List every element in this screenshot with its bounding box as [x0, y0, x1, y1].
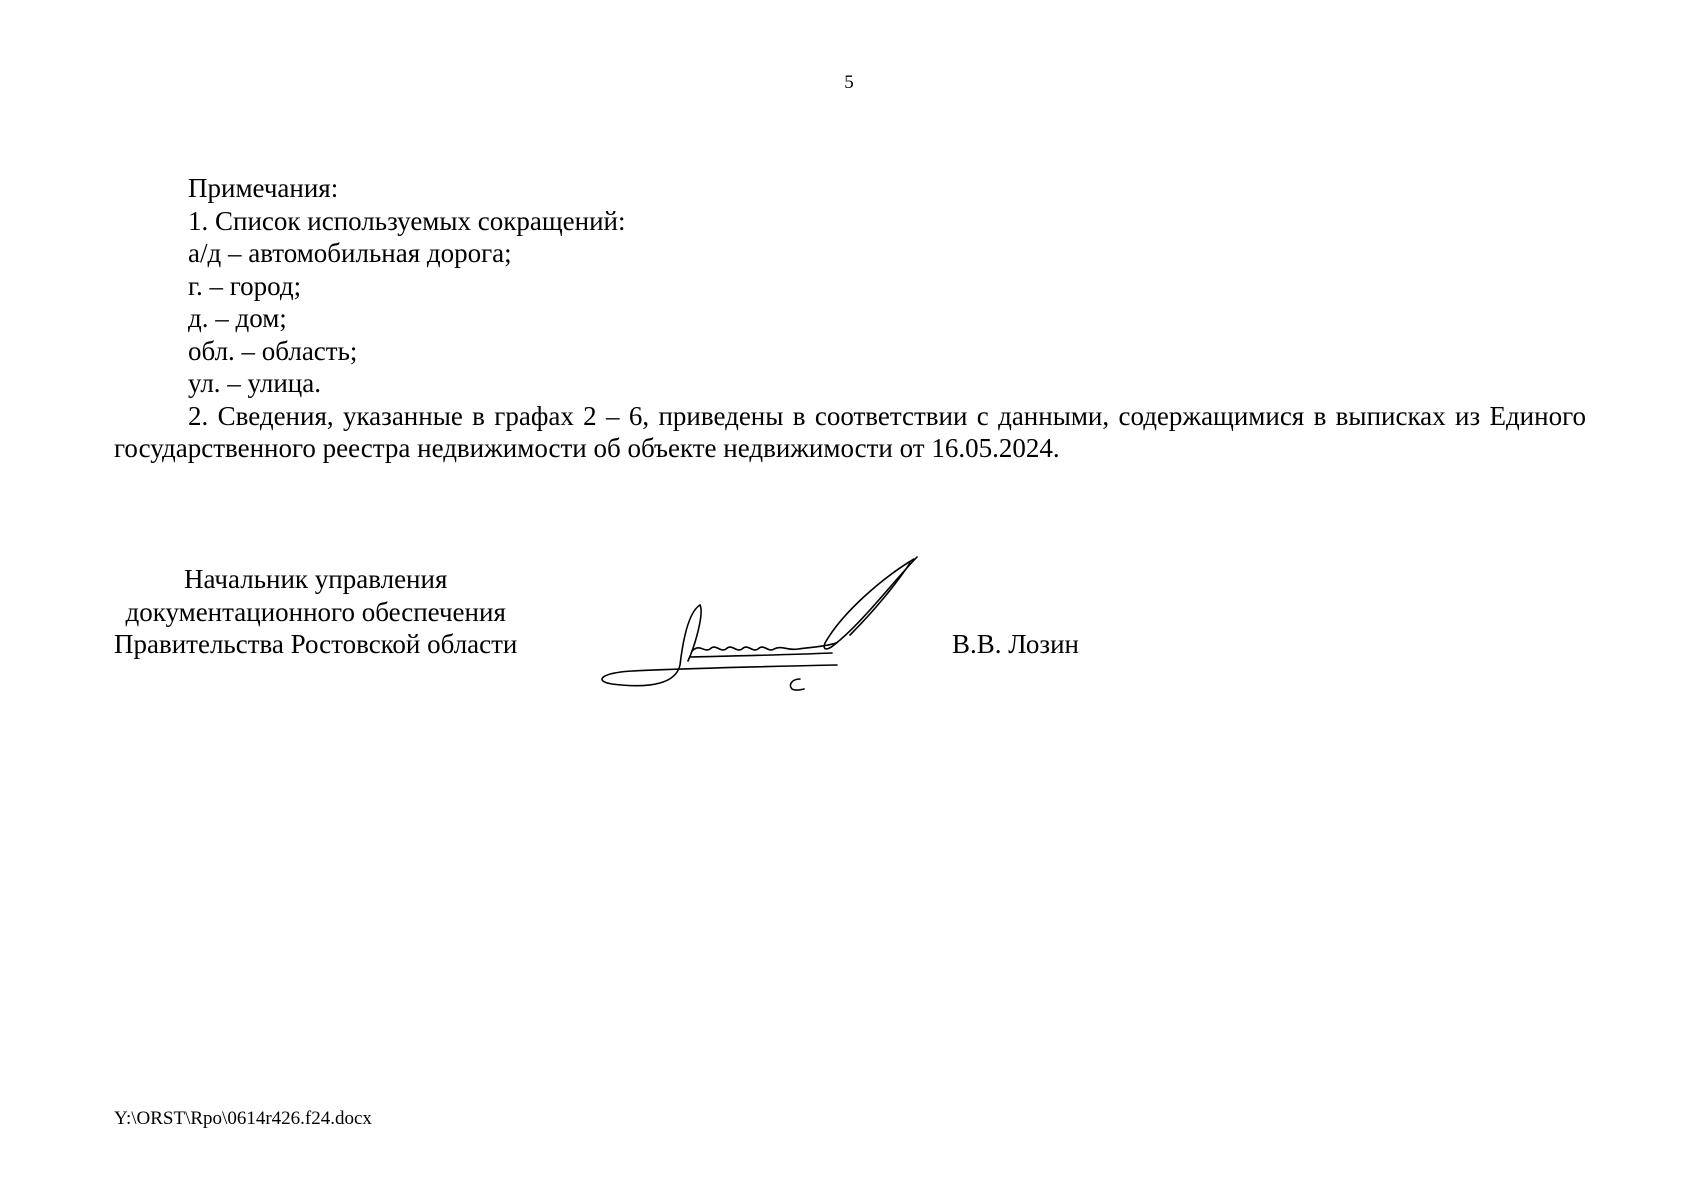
page-number: 5 — [844, 72, 854, 93]
abbreviation-item: г. – город; — [188, 270, 302, 301]
abbreviation-item: обл. – область; — [188, 335, 358, 366]
signatory-title-line: Начальник управления — [184, 564, 448, 594]
file-path: Y:\ORST\Rpo\0614r426.f24.docx — [114, 1108, 372, 1129]
abbreviation-item: д. – дом; — [188, 303, 287, 333]
signatory-title-line: документационного обеспечения — [125, 596, 506, 627]
abbreviation-item: а/д – автомобильная дорога; — [188, 238, 512, 268]
abbreviation-item: ул. – улица. — [188, 368, 321, 398]
handwritten-signature — [592, 553, 922, 699]
notes-item-1: 1. Список используемых сокращений: — [188, 205, 626, 236]
signatory-title-line: Правительства Ростовской области — [114, 629, 518, 659]
signatory-title — [114, 563, 517, 661]
notes-item-2: 2. Сведения, указанные в графах 2 – 6, приведены в соответствии с данными, содержащимися в выписках из Единого государственного реестра недвижимости об объекте недвижимости от 16.05.2024. — [114, 400, 1586, 463]
signatory-name: В.В. Лозин — [952, 629, 1079, 659]
notes-heading: Примечания: — [188, 173, 339, 203]
notes-section — [114, 172, 1586, 465]
